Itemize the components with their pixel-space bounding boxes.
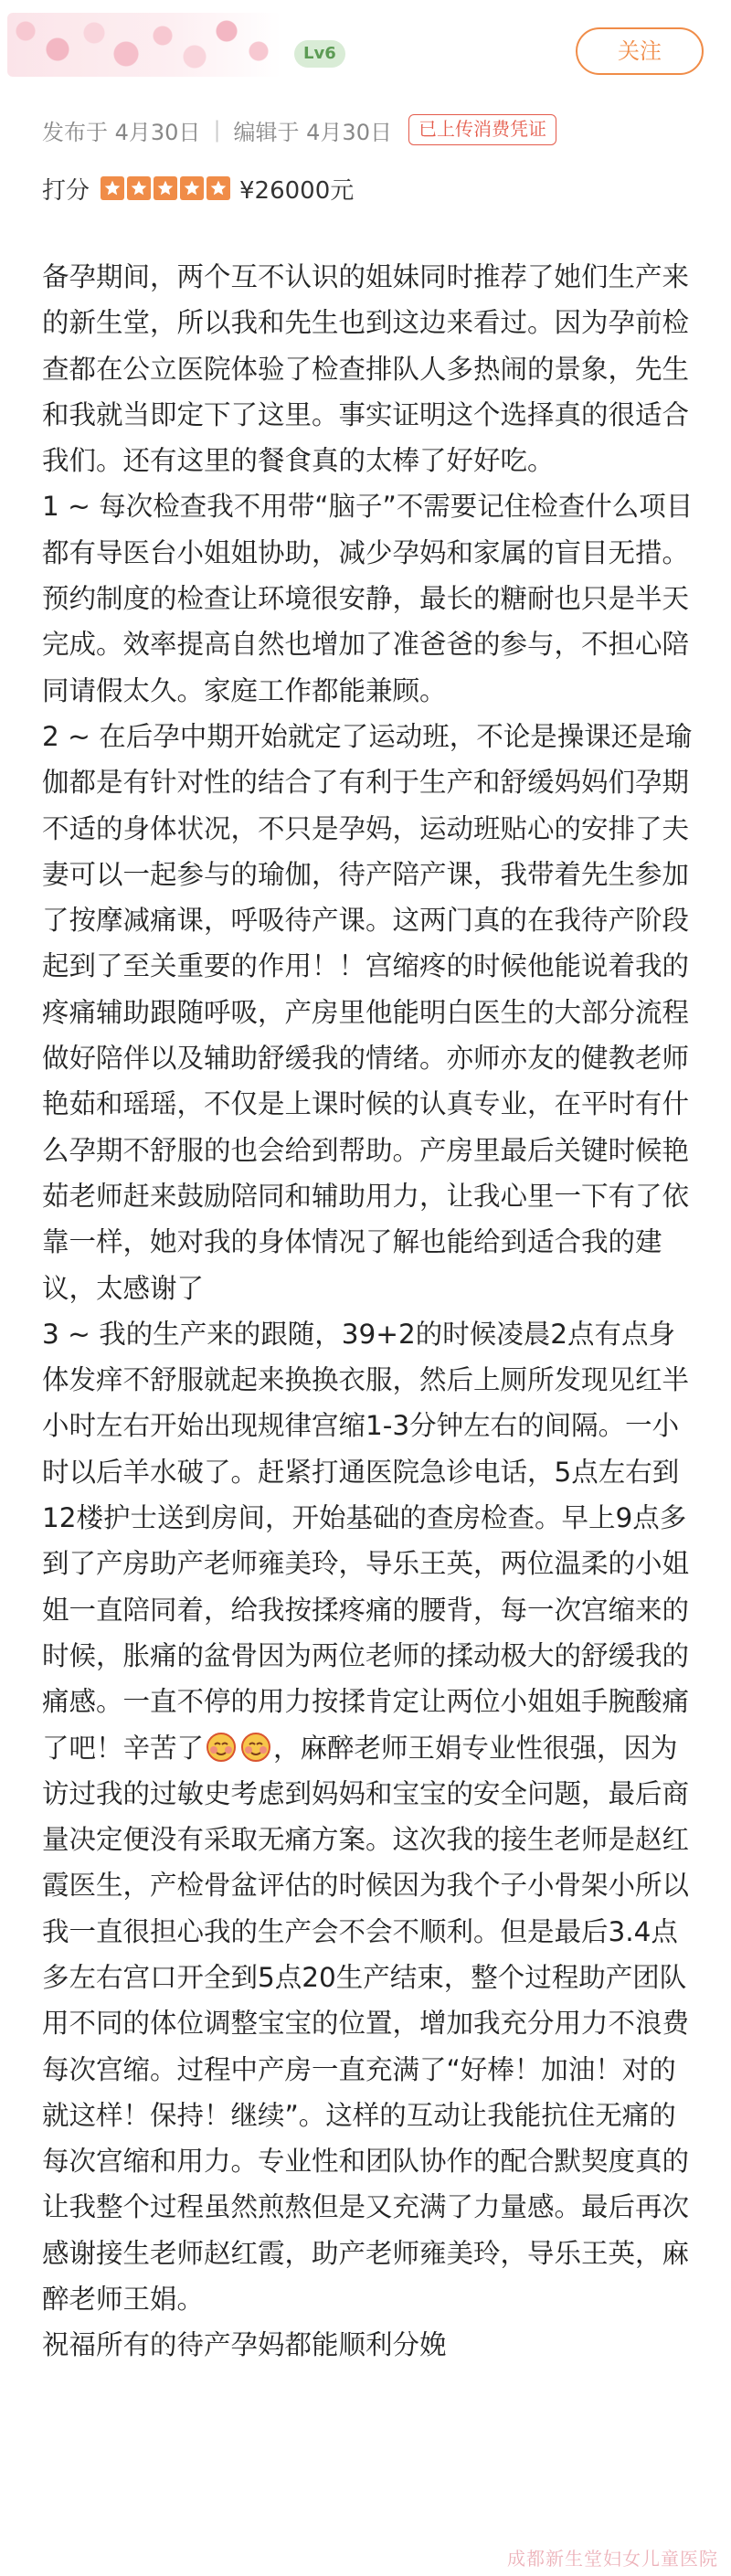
follow-button[interactable]: 关注 bbox=[576, 27, 704, 75]
review-paragraph: 1 ~ 每次检查我不用带“脑子”不需要记住检查什么项目都有导医台小姐姐协助，减少孕妈和家属的盲目无措。预约制度的检查让环境很安静，最长的糖耐也只是半天完成。效率提高自然也增加了准爸爸的参与，不担心陪同请假太久。家庭工作都能兼顾。 bbox=[42, 491, 694, 706]
blushing-face-icon bbox=[240, 1732, 271, 1763]
user-banner[interactable] bbox=[7, 13, 281, 77]
hospital-watermark: 成都新生堂妇女儿童医院 bbox=[507, 2548, 718, 2570]
blushing-face-icon bbox=[206, 1732, 237, 1763]
review-text: 3 ~ 我的生产来的跟随，39+2的时候凌晨2点有点身体发痒不舒服就起来换换衣服，然后上厕所发现见红半小时左右开始出现规律宫缩1-3分钟左右的间隔。一小时以后羊水破了。赶紧打通医院急诊电话，5点左右到12楼护士送到房间，开始基础的查房检查。早上9点多到了产房助产老师雍美玲，导乐王英，两位温柔的小姐姐一直陪同着，给我按揉疼痛的腰背，每一次宫缩来的时候，胀痛的盆骨因为两位老师的揉动极大的舒缓我的痛感。一直不停的用力按揉肯定让两位小姐姐手腕酸痛了吧！辛苦了 bbox=[42, 1318, 690, 1764]
star-icon bbox=[127, 176, 151, 200]
rating-label: 打分 bbox=[42, 176, 90, 205]
review-body bbox=[42, 254, 694, 2369]
published-date: 发布于 4月30日 bbox=[42, 119, 201, 145]
review-paragraph bbox=[42, 1311, 694, 2323]
hearts-banner-image bbox=[7, 13, 281, 77]
review-paragraph: 2 ~ 在后孕中期开始就定了运动班，不论是操课还是瑜伽都是有针对性的结合了有利于生产和舒缓妈妈们孕期不适的身体状况，不只是孕妈，运动班贴心的安排了夫妻可以一起参与的瑜伽，待产陪产课，我带着先生参加了按摩减痛课，呼吸待产课。这两门真的在我待产阶段起到了至关重要的作用！！宫缩疼的时候他能说着我的疼痛辅助跟随呼吸，产房里他能明白医生的大部分流程做好陪伴以及辅助舒缓我的情绪。亦师亦友的健教老师艳茹和瑶瑶，不仅是上课时候的认真专业，在平时有什么孕期不舒服的也会给到帮助。产房里最后关键时候艳茹老师赶来鼓励陪同和辅助用力，让我心里一下有了依靠一样，她对我的身体情况了解也能给到适合我的建议，太感谢了 bbox=[42, 720, 693, 1304]
review-meta bbox=[42, 113, 556, 146]
review-paragraph: 备孕期间，两个互不认识的姐妹同时推荐了她们生产来的新生堂，所以我和先生也到这边来看过。因为孕前检查都在公立医院体验了检查排队人多热闹的景象，先生和我就当即定下了这里。事实证明这个选择真的很适合我们。还有这里的餐食真的太棒了好好吃。 bbox=[42, 261, 690, 477]
star-icon bbox=[154, 176, 177, 200]
review-text: ，麻醉老师王娟专业性很强，因为访过我的过敏史考虑到妈妈和宝宝的安全问题，最后商量决定便没有采取无痛方案。这次我的接生老师是赵红霞医生，产检骨盆评估的时候因为我个子小骨架小所以我一直很担心我的生产会不会不顺利。但是最后3.4点多左右宫口开全到5点20生产结束，整个过程助产团队用不同的体位调整宝宝的位置，增加我充分用力不浪费每次宫缩。过程中产房一直充满了“好棒！加油！对的就这样！保持！继续”。这样的互动让我能抗住无痛的每次宫缩和用力。专业性和团队协作的配合默契度真的让我整个过程虽然煎熬但是又充满了力量感。最后再次感谢接生老师赵红霞，助产老师雍美玲，导乐王英，麻醉老师王娟。 bbox=[42, 1732, 690, 2316]
review-paragraph: 祝福所有的待产孕妈都能顺利分娩 bbox=[42, 2329, 447, 2361]
rating-stars bbox=[101, 176, 230, 200]
user-level-badge: Lv6 bbox=[294, 40, 345, 68]
price-value: ¥26000元 bbox=[239, 176, 355, 205]
star-icon bbox=[207, 176, 230, 200]
star-icon bbox=[101, 176, 124, 200]
meta-separator: | bbox=[213, 117, 221, 143]
rating-row bbox=[42, 170, 354, 207]
star-icon bbox=[180, 176, 204, 200]
edited-date: 编辑于 4月30日 bbox=[233, 119, 392, 145]
receipt-badge[interactable]: 已上传消费凭证 bbox=[408, 114, 556, 145]
review-header bbox=[0, 0, 731, 110]
